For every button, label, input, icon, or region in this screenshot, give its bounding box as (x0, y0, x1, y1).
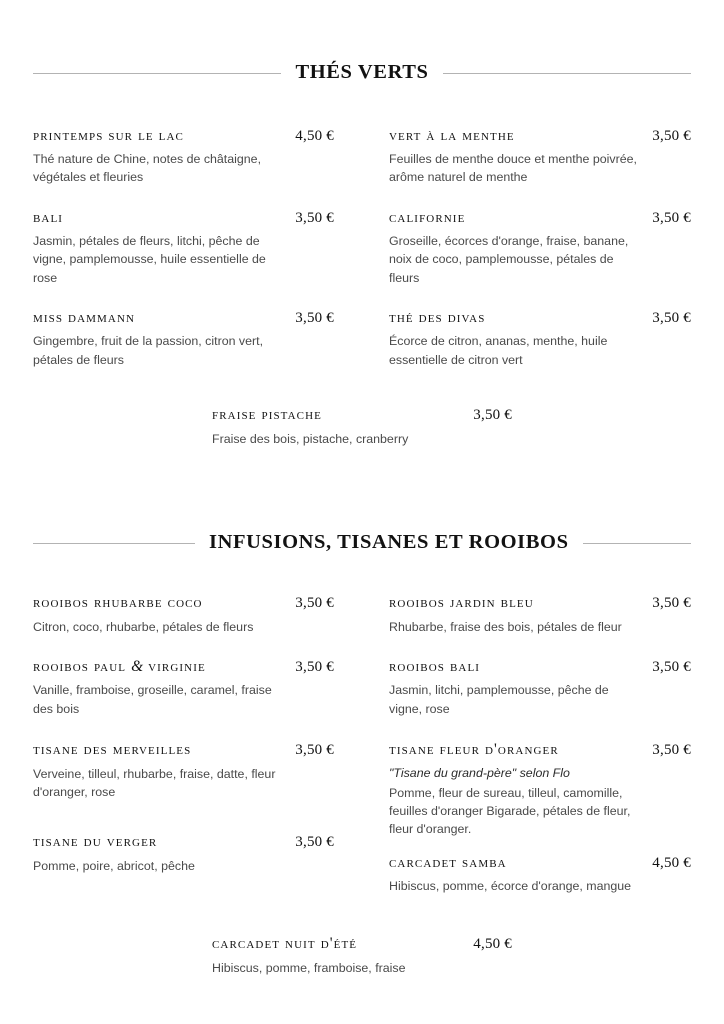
menu-item-head (33, 208, 334, 227)
menu-item-head (33, 593, 334, 612)
menu-item[interactable] (33, 740, 334, 801)
menu-item-head (389, 593, 691, 612)
menu-item-name: rooibos rhubarbe coco (33, 594, 203, 612)
menu-item[interactable] (389, 126, 691, 187)
section-title: THÉS VERTS (295, 61, 429, 83)
menu-item[interactable] (212, 405, 512, 448)
menu-item-price: 3,50 € (473, 407, 512, 424)
menu-item[interactable] (33, 832, 334, 875)
menu-item-description: Fraise des bois, pistache, cranberry (212, 431, 409, 446)
menu-item[interactable] (389, 740, 691, 838)
menu-item-price: 4,50 € (652, 854, 691, 871)
infusions-columns (0, 593, 724, 916)
menu-item-name: rooibos paul & virginie (33, 658, 206, 676)
menu-item-description: Verveine, tilleul, rhubarbe, fraise, datte, fleur d'oranger, rose (33, 766, 276, 799)
menu-item-name: vert à la menthe (389, 126, 515, 144)
menu-item-description: Thé nature de Chine, notes de châtaigne, végétales et fleuries (33, 151, 262, 185)
menu-item[interactable] (389, 208, 691, 287)
menu-item[interactable] (389, 853, 691, 896)
section-header-thes-verts (0, 62, 724, 85)
menu-item-head (389, 126, 691, 145)
menu-item-name: carcadet nuit d'été (212, 935, 358, 953)
menu-item-price: 3,50 € (295, 209, 334, 226)
menu-item-description: Hibiscus, pomme, framboise, fraise (212, 960, 406, 975)
menu-item-price: 3,50 € (652, 595, 691, 612)
menu-item-head (33, 308, 334, 327)
menu-item-description: Jasmin, litchi, pamplemousse, pêche de vigne, rose (389, 683, 609, 716)
menu-item-name: tisane fleur d'oranger (389, 741, 559, 759)
menu-item-description: Écorce de citron, ananas, menthe, huile essentielle de citron vert (389, 334, 608, 367)
thes-verts-columns (0, 126, 724, 391)
menu-item-name: fraise pistache (212, 406, 322, 424)
thes-verts-centered-row (0, 405, 724, 469)
menu-item-price: 3,50 € (652, 310, 691, 327)
menu-item-head (389, 657, 691, 676)
menu-item-price: 4,50 € (295, 127, 334, 144)
menu-item-price: 3,50 € (652, 209, 691, 226)
menu-item-head (33, 740, 334, 759)
menu-item-price: 3,50 € (652, 127, 691, 144)
menu-item[interactable] (212, 934, 512, 977)
divider-rule-left (33, 73, 281, 74)
menu-item-name: thé des divas (389, 309, 486, 327)
menu-item[interactable] (389, 657, 691, 718)
menu-item-head (389, 853, 691, 872)
menu-item-description: Citron, coco, rhubarbe, pétales de fleurs (33, 619, 254, 634)
menu-item-head (212, 405, 512, 424)
thes-verts-right-column (362, 126, 691, 391)
menu-item-description: Hibiscus, pomme, écorce d'orange, mangue (389, 879, 632, 894)
menu-item-head (33, 832, 334, 851)
menu-item-head (212, 934, 512, 953)
menu-item-price: 3,50 € (295, 659, 334, 676)
menu-item-note: "Tisane du grand-père" selon Flo (389, 765, 570, 780)
menu-item-head (389, 308, 691, 327)
menu-item-name: tisane des merveilles (33, 741, 192, 759)
thes-verts-left-column (33, 126, 362, 391)
menu-item-description: Groseille, écorces d'orange, fraise, banane, noix de coco, pamplemousse, pétales de fleurs (389, 233, 629, 285)
menu-item[interactable] (33, 657, 334, 718)
menu-item-name: rooibos bali (389, 658, 481, 676)
menu-item[interactable] (33, 308, 334, 369)
menu-item-head (389, 208, 691, 227)
infusions-centered-row (0, 934, 724, 998)
menu-item-description: Pomme, poire, abricot, pêche (33, 858, 195, 873)
divider-rule-right (443, 73, 691, 74)
menu-item-description: Jasmin, pétales de fleurs, litchi, pêche de vigne, pamplemousse, huile essentielle de rose (33, 233, 266, 285)
menu-item[interactable] (389, 308, 691, 369)
menu-item-price: 3,50 € (295, 834, 334, 851)
menu-item-name: tisane du verger (33, 833, 158, 851)
divider-rule-left (33, 543, 195, 544)
menu-item-price: 3,50 € (295, 742, 334, 759)
menu-item-description: Feuilles de menthe douce et menthe poivrée, arôme naturel de menthe (389, 151, 637, 185)
menu-item-description: Rhubarbe, fraise des bois, pétales de fleur (389, 619, 622, 634)
menu-item-name: miss dammann (33, 309, 136, 327)
infusions-right-column (362, 593, 691, 916)
menu-item-description: Pomme, fleur de sureau, tilleul, camomille, feuilles d'oranger Bigarade, pétales de fleur, fleur d'oranger. (389, 785, 631, 837)
menu-item-description: Gingembre, fruit de la passion, citron vert, pétales de fleurs (33, 334, 264, 367)
menu-item-price: 3,50 € (295, 595, 334, 612)
menu-item-name: printemps sur le lac (33, 126, 184, 144)
menu-item-name: rooibos jardin bleu (389, 594, 534, 612)
section-header-infusions (0, 532, 724, 555)
menu-item[interactable] (389, 593, 691, 636)
menu-item-price: 3,50 € (652, 659, 691, 676)
menu-item-price: 3,50 € (295, 310, 334, 327)
menu-item-head (389, 740, 691, 759)
section-title: INFUSIONS, TISANES ET ROOIBOS (209, 530, 569, 553)
menu-item[interactable] (33, 593, 334, 636)
menu-item-price: 3,50 € (652, 742, 691, 759)
infusions-left-column (33, 593, 362, 916)
menu-item-name: carcadet samba (389, 853, 507, 871)
divider-rule-right (583, 543, 691, 544)
menu-item[interactable] (33, 208, 334, 287)
ampersand-glyph: & (131, 658, 144, 676)
menu-item-head (33, 657, 334, 676)
menu-item-price: 4,50 € (473, 936, 512, 953)
menu-item-name: californie (389, 208, 466, 226)
menu-item-name: bali (33, 208, 64, 226)
menu-item[interactable] (33, 126, 334, 187)
menu-item-head (33, 126, 334, 145)
menu-item-description: Vanille, framboise, groseille, caramel, fraise des bois (33, 683, 272, 716)
